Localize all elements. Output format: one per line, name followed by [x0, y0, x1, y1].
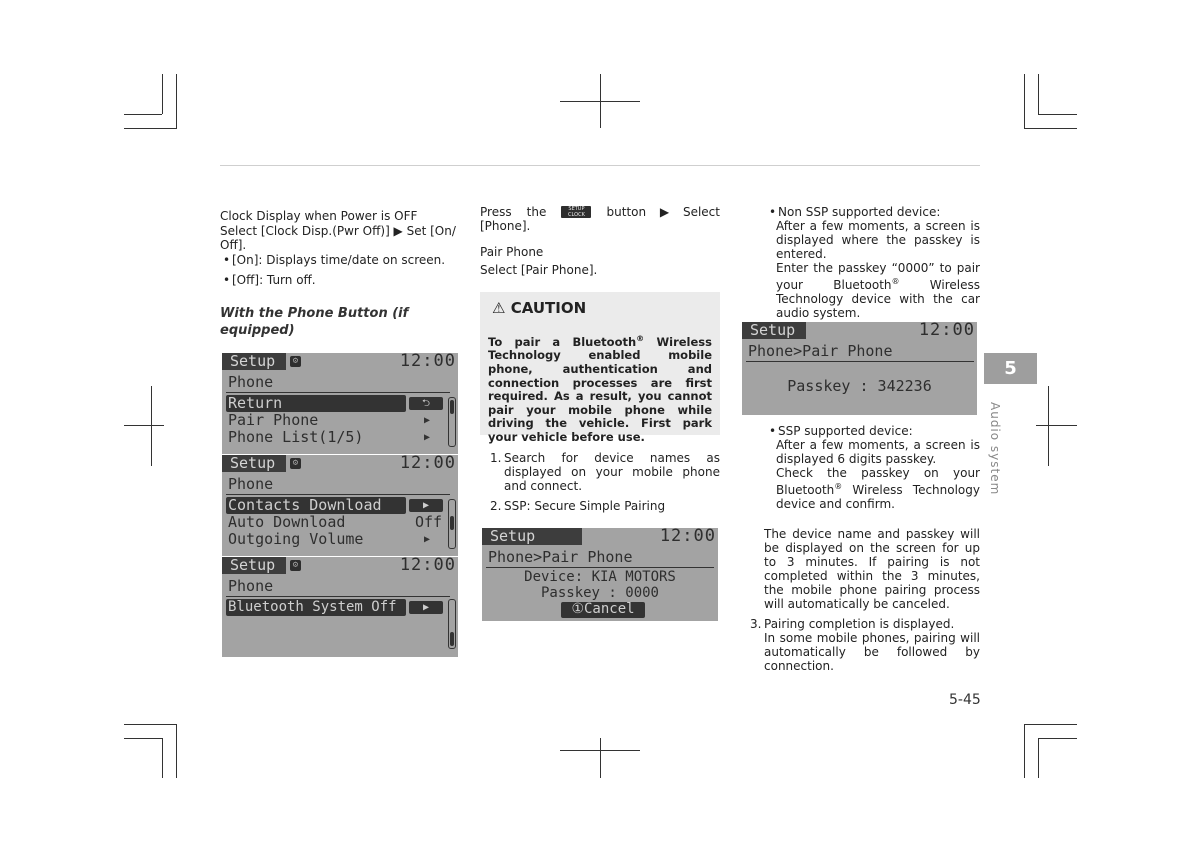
- return-icon: ⮌: [409, 397, 443, 410]
- crop-mark: [560, 101, 640, 102]
- caution-box: [480, 292, 720, 444]
- left-column: [220, 209, 460, 287]
- screen-title: Setup: [230, 455, 276, 472]
- crop-mark: [1036, 425, 1077, 426]
- bullet-on: • [On]: Displays time/date on screen.: [220, 253, 460, 267]
- crop-mark: [1024, 128, 1077, 129]
- crop-mark: [1038, 738, 1039, 778]
- header-rule: [220, 165, 980, 166]
- pair-phone-select: Select [Pair Phone].: [480, 263, 598, 277]
- caution-title-text: CAUTION: [510, 299, 587, 317]
- crop-mark: [176, 724, 177, 778]
- chevron-right-icon: ▶: [424, 534, 431, 545]
- chevron-right-icon: ▶: [424, 415, 431, 426]
- crop-mark: [176, 74, 177, 128]
- crop-mark: [1038, 114, 1077, 115]
- menu-item-pair-phone[interactable]: Pair Phone: [228, 411, 319, 429]
- clock-display-heading: Clock Display when Power is OFF: [220, 209, 418, 223]
- registered-mark: ®: [891, 277, 900, 286]
- screen-header: Phone: [228, 373, 274, 391]
- passkey: Passkey : 0000: [540, 585, 659, 601]
- chevron-right-icon: ▶: [409, 499, 443, 512]
- chapter-tab: 5: [984, 353, 1037, 384]
- step-text: Pairing completion is displayed.: [764, 617, 955, 631]
- crop-mark: [162, 74, 163, 114]
- screen-title: Setup: [490, 528, 536, 545]
- phone-select: [Phone].: [480, 219, 531, 233]
- button-label: CLOCK: [568, 212, 585, 218]
- body-text: Wireless Technology device with the car audio system.: [776, 278, 980, 320]
- crop-mark: [1048, 386, 1049, 466]
- menu-item-outgoing-volume[interactable]: Outgoing Volume: [228, 530, 364, 548]
- screen-title: Setup: [230, 557, 276, 574]
- crop-mark: [124, 128, 177, 129]
- clock-display-instruction-cont: Off].: [220, 238, 247, 252]
- gear-icon: ⚙: [290, 560, 301, 571]
- crop-mark: [1024, 724, 1025, 778]
- gear-icon: ⚙: [290, 356, 301, 367]
- body-text: Check the passkey on your Bluetooth: [776, 466, 980, 497]
- screen-rule: [226, 392, 450, 393]
- caution-title: [492, 300, 586, 317]
- scrollbar[interactable]: [448, 599, 456, 649]
- crop-mark: [600, 738, 601, 778]
- screen-clock: 12:00: [399, 455, 456, 473]
- subheading-line: equipped): [220, 323, 295, 338]
- screen-header: Phone: [228, 577, 274, 595]
- screen-title: Setup: [750, 322, 796, 339]
- non-ssp-text-2: [766, 261, 980, 320]
- crop-mark: [1024, 724, 1077, 725]
- auto-download-value: Off: [415, 513, 443, 531]
- screen-clock: 12:00: [399, 353, 456, 371]
- chevron-right-icon: ▶: [409, 601, 443, 614]
- crop-mark: [124, 114, 162, 115]
- menu-item-contacts-download[interactable]: Contacts Download: [228, 496, 382, 514]
- step-number: 2.: [490, 499, 502, 513]
- step-text: SSP: Secure Simple Pairing: [504, 499, 666, 513]
- pair-phone-heading: Pair Phone: [480, 245, 544, 259]
- page-number: 5-45: [949, 692, 981, 708]
- registered-mark: ®: [834, 482, 843, 491]
- crop-mark: [1038, 74, 1039, 114]
- chevron-right-icon: ▶: [424, 432, 431, 443]
- non-ssp-text: After a few moments, a screen is displayed where the passkey is entered.: [776, 219, 980, 261]
- menu-item-return[interactable]: Return: [228, 394, 283, 412]
- screen-header: Phone>Pair Phone: [488, 548, 633, 566]
- button-word: button ▶ Select: [606, 205, 720, 219]
- right-column-top: [766, 205, 980, 320]
- phone-setup-screen: [222, 353, 458, 454]
- caution-text: Wireless Technology enabled mobile phone, authentication and connection processes are first required. As a result, you cannot pair your mobile phone while driving the vehicle. First park your vehicle before use.: [488, 334, 712, 444]
- crop-mark: [560, 750, 640, 751]
- menu-item-bluetooth-system-off[interactable]: Bluetooth System Off: [228, 599, 397, 615]
- crop-mark: [151, 386, 152, 466]
- screen-clock: 12:00: [659, 528, 716, 546]
- phone-button-subheading: [220, 305, 460, 339]
- menu-item-phone-list[interactable]: Phone List(1/5): [228, 428, 364, 446]
- subheading-line: With the Phone Button (if: [220, 306, 409, 321]
- chapter-label: Audio system: [988, 402, 1002, 496]
- crop-mark: [124, 738, 162, 739]
- phone-setup-screen: [222, 557, 458, 657]
- button-label: SETUP: [568, 206, 585, 212]
- ssp-text-2: [766, 466, 980, 511]
- step-number: 3.: [750, 617, 762, 631]
- crop-mark: [124, 724, 177, 725]
- device-name: Device: KIA MOTORS: [524, 569, 676, 585]
- the-word: the: [526, 205, 547, 219]
- ssp-label: • SSP supported device:: [766, 424, 980, 438]
- warning-icon: ⚠: [492, 299, 506, 317]
- crop-mark: [1038, 738, 1077, 739]
- screen-clock: 12:00: [918, 322, 975, 340]
- step-number: 1.: [490, 451, 502, 465]
- step-text: In some mobile phones, pairing will automatically be followed by connection.: [764, 631, 980, 673]
- screen-rule: [746, 361, 974, 362]
- press-word: Press: [480, 205, 512, 219]
- menu-item-auto-download[interactable]: Auto Download: [228, 513, 346, 531]
- passkey-display: Passkey : 342236: [787, 377, 932, 395]
- ssp-text: After a few moments, a screen is displayed 6 digits passkey.: [776, 438, 980, 466]
- screen-rule: [226, 596, 450, 597]
- screen-header: Phone>Pair Phone: [748, 342, 893, 360]
- caution-text: To pair a Bluetooth: [488, 334, 637, 349]
- phone-setup-screen: [222, 455, 458, 556]
- step-2: [490, 499, 720, 513]
- press-setup-line: [480, 205, 720, 219]
- body-text: Enter the passkey “0000” to pair your Bluetooth: [776, 261, 980, 292]
- bullet-off: • [Off]: Turn off.: [220, 273, 460, 287]
- crop-mark: [162, 738, 163, 778]
- passkey-screen: [742, 322, 977, 415]
- step-1: [490, 451, 720, 493]
- body-text: Wireless Technology device and confirm.: [776, 483, 980, 511]
- caution-body: [488, 332, 712, 445]
- pair-phone-screen: [482, 528, 718, 621]
- pairing-steps: [490, 451, 720, 513]
- scrollbar[interactable]: [448, 499, 456, 549]
- right-column-bottom: [750, 424, 980, 673]
- non-ssp-label: • Non SSP supported device:: [766, 205, 980, 219]
- screen-clock: 12:00: [399, 557, 456, 575]
- scrollbar[interactable]: [448, 397, 456, 447]
- step-text: Search for device names as displayed on your mobile phone and connect.: [504, 451, 720, 493]
- device-info-paragraph: The device name and passkey will be displayed on the screen for up to 3 minutes. If pairing is not completed within the 3 minutes, the mobile phone pairing process will automatically be canceled.: [764, 527, 980, 611]
- screen-header: Phone: [228, 475, 274, 493]
- middle-column: [480, 205, 720, 277]
- cancel-button[interactable]: ①Cancel: [571, 601, 635, 617]
- screen-rule: [226, 494, 450, 495]
- setup-clock-button-icon: [561, 206, 591, 218]
- screen-rule: [486, 567, 714, 568]
- crop-mark: [1024, 74, 1025, 128]
- screen-title: Setup: [230, 353, 276, 370]
- gear-icon: ⚙: [290, 458, 301, 469]
- step-3: [750, 617, 980, 673]
- crop-mark: [124, 425, 164, 426]
- clock-display-instruction: Select [Clock Disp.(Pwr Off)] ▶ Set [On/: [220, 224, 456, 238]
- registered-mark: ®: [636, 334, 645, 343]
